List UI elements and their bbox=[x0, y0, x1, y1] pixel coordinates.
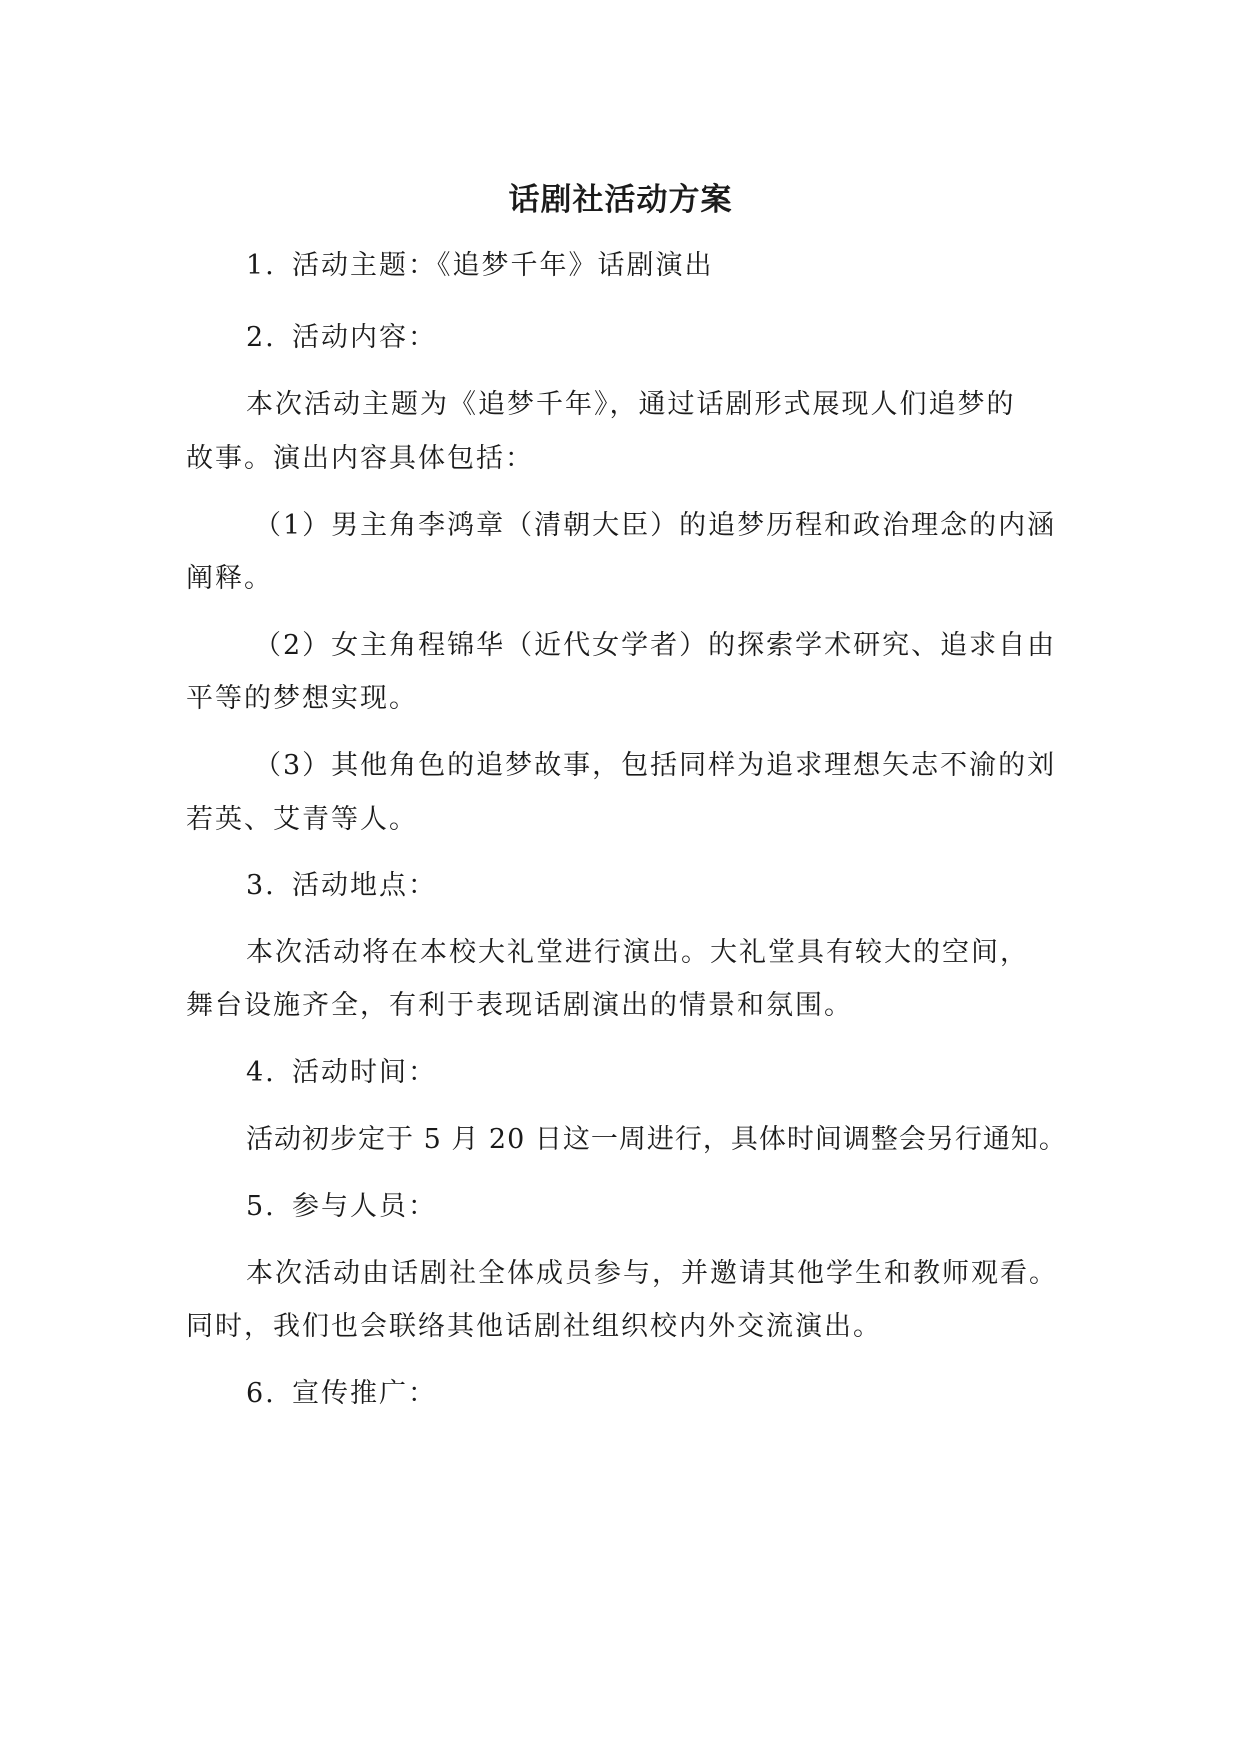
list-item-line: 阐释。 bbox=[186, 563, 273, 594]
section-heading-promotion bbox=[246, 1374, 1146, 1414]
paragraph-line: 本次活动将在本校大礼堂进行演出。大礼堂具有较大的空间， bbox=[246, 937, 1029, 968]
section-number: 1. bbox=[246, 250, 276, 281]
section-number: 5. bbox=[246, 1191, 276, 1222]
paragraph-line: 同时，我们也会联络其他话剧社组织校内外交流演出。 bbox=[186, 1311, 882, 1342]
list-item-line: （1）男主角李鸿章（清朝大臣）的追梦历程和政治理念的内涵 bbox=[254, 510, 1057, 541]
section-heading-time bbox=[246, 1053, 1146, 1093]
section-text: 活动主题：《追梦千年》话剧演出 bbox=[292, 250, 714, 281]
section-number: 6. bbox=[246, 1378, 276, 1409]
section-text: 活动时间： bbox=[292, 1057, 437, 1088]
list-item-line: （3）其他角色的追梦故事，包括同样为追求理想矢志不渝的刘 bbox=[254, 750, 1057, 781]
list-item-line: 平等的梦想实现。 bbox=[186, 683, 418, 714]
paragraph-line: 本次活动主题为《追梦千年》，通过话剧形式展现人们追梦的 bbox=[246, 389, 1016, 420]
section-heading-theme bbox=[246, 246, 1146, 286]
section-text: 活动内容： bbox=[292, 322, 437, 353]
section-heading-location bbox=[246, 866, 1146, 906]
section-text: 参与人员： bbox=[292, 1191, 437, 1222]
section-heading-participants bbox=[246, 1187, 1146, 1227]
document-title: 话剧社活动方案 bbox=[508, 182, 733, 218]
section-text: 宣传推广： bbox=[292, 1378, 437, 1409]
section-text: 活动地点： bbox=[292, 870, 437, 901]
section-heading-content bbox=[246, 318, 1146, 358]
paragraph-line: 活动初步定于 5 月 20 日这一周进行，具体时间调整会另行通知。 bbox=[246, 1124, 1067, 1155]
list-item-line: （2）女主角程锦华（近代女学者）的探索学术研究、追求自由 bbox=[254, 630, 1057, 661]
paragraph-line: 故事。演出内容具体包括： bbox=[186, 443, 534, 474]
paragraph-line: 舞台设施齐全，有利于表现话剧演出的情景和氛围。 bbox=[186, 990, 853, 1021]
section-number: 2. bbox=[246, 322, 276, 353]
section-number: 3. bbox=[246, 870, 276, 901]
section-number: 4. bbox=[246, 1057, 276, 1088]
list-item-line: 若英、艾青等人。 bbox=[186, 804, 418, 835]
paragraph-line: 本次活动由话剧社全体成员参与，并邀请其他学生和教师观看。 bbox=[246, 1258, 1058, 1289]
